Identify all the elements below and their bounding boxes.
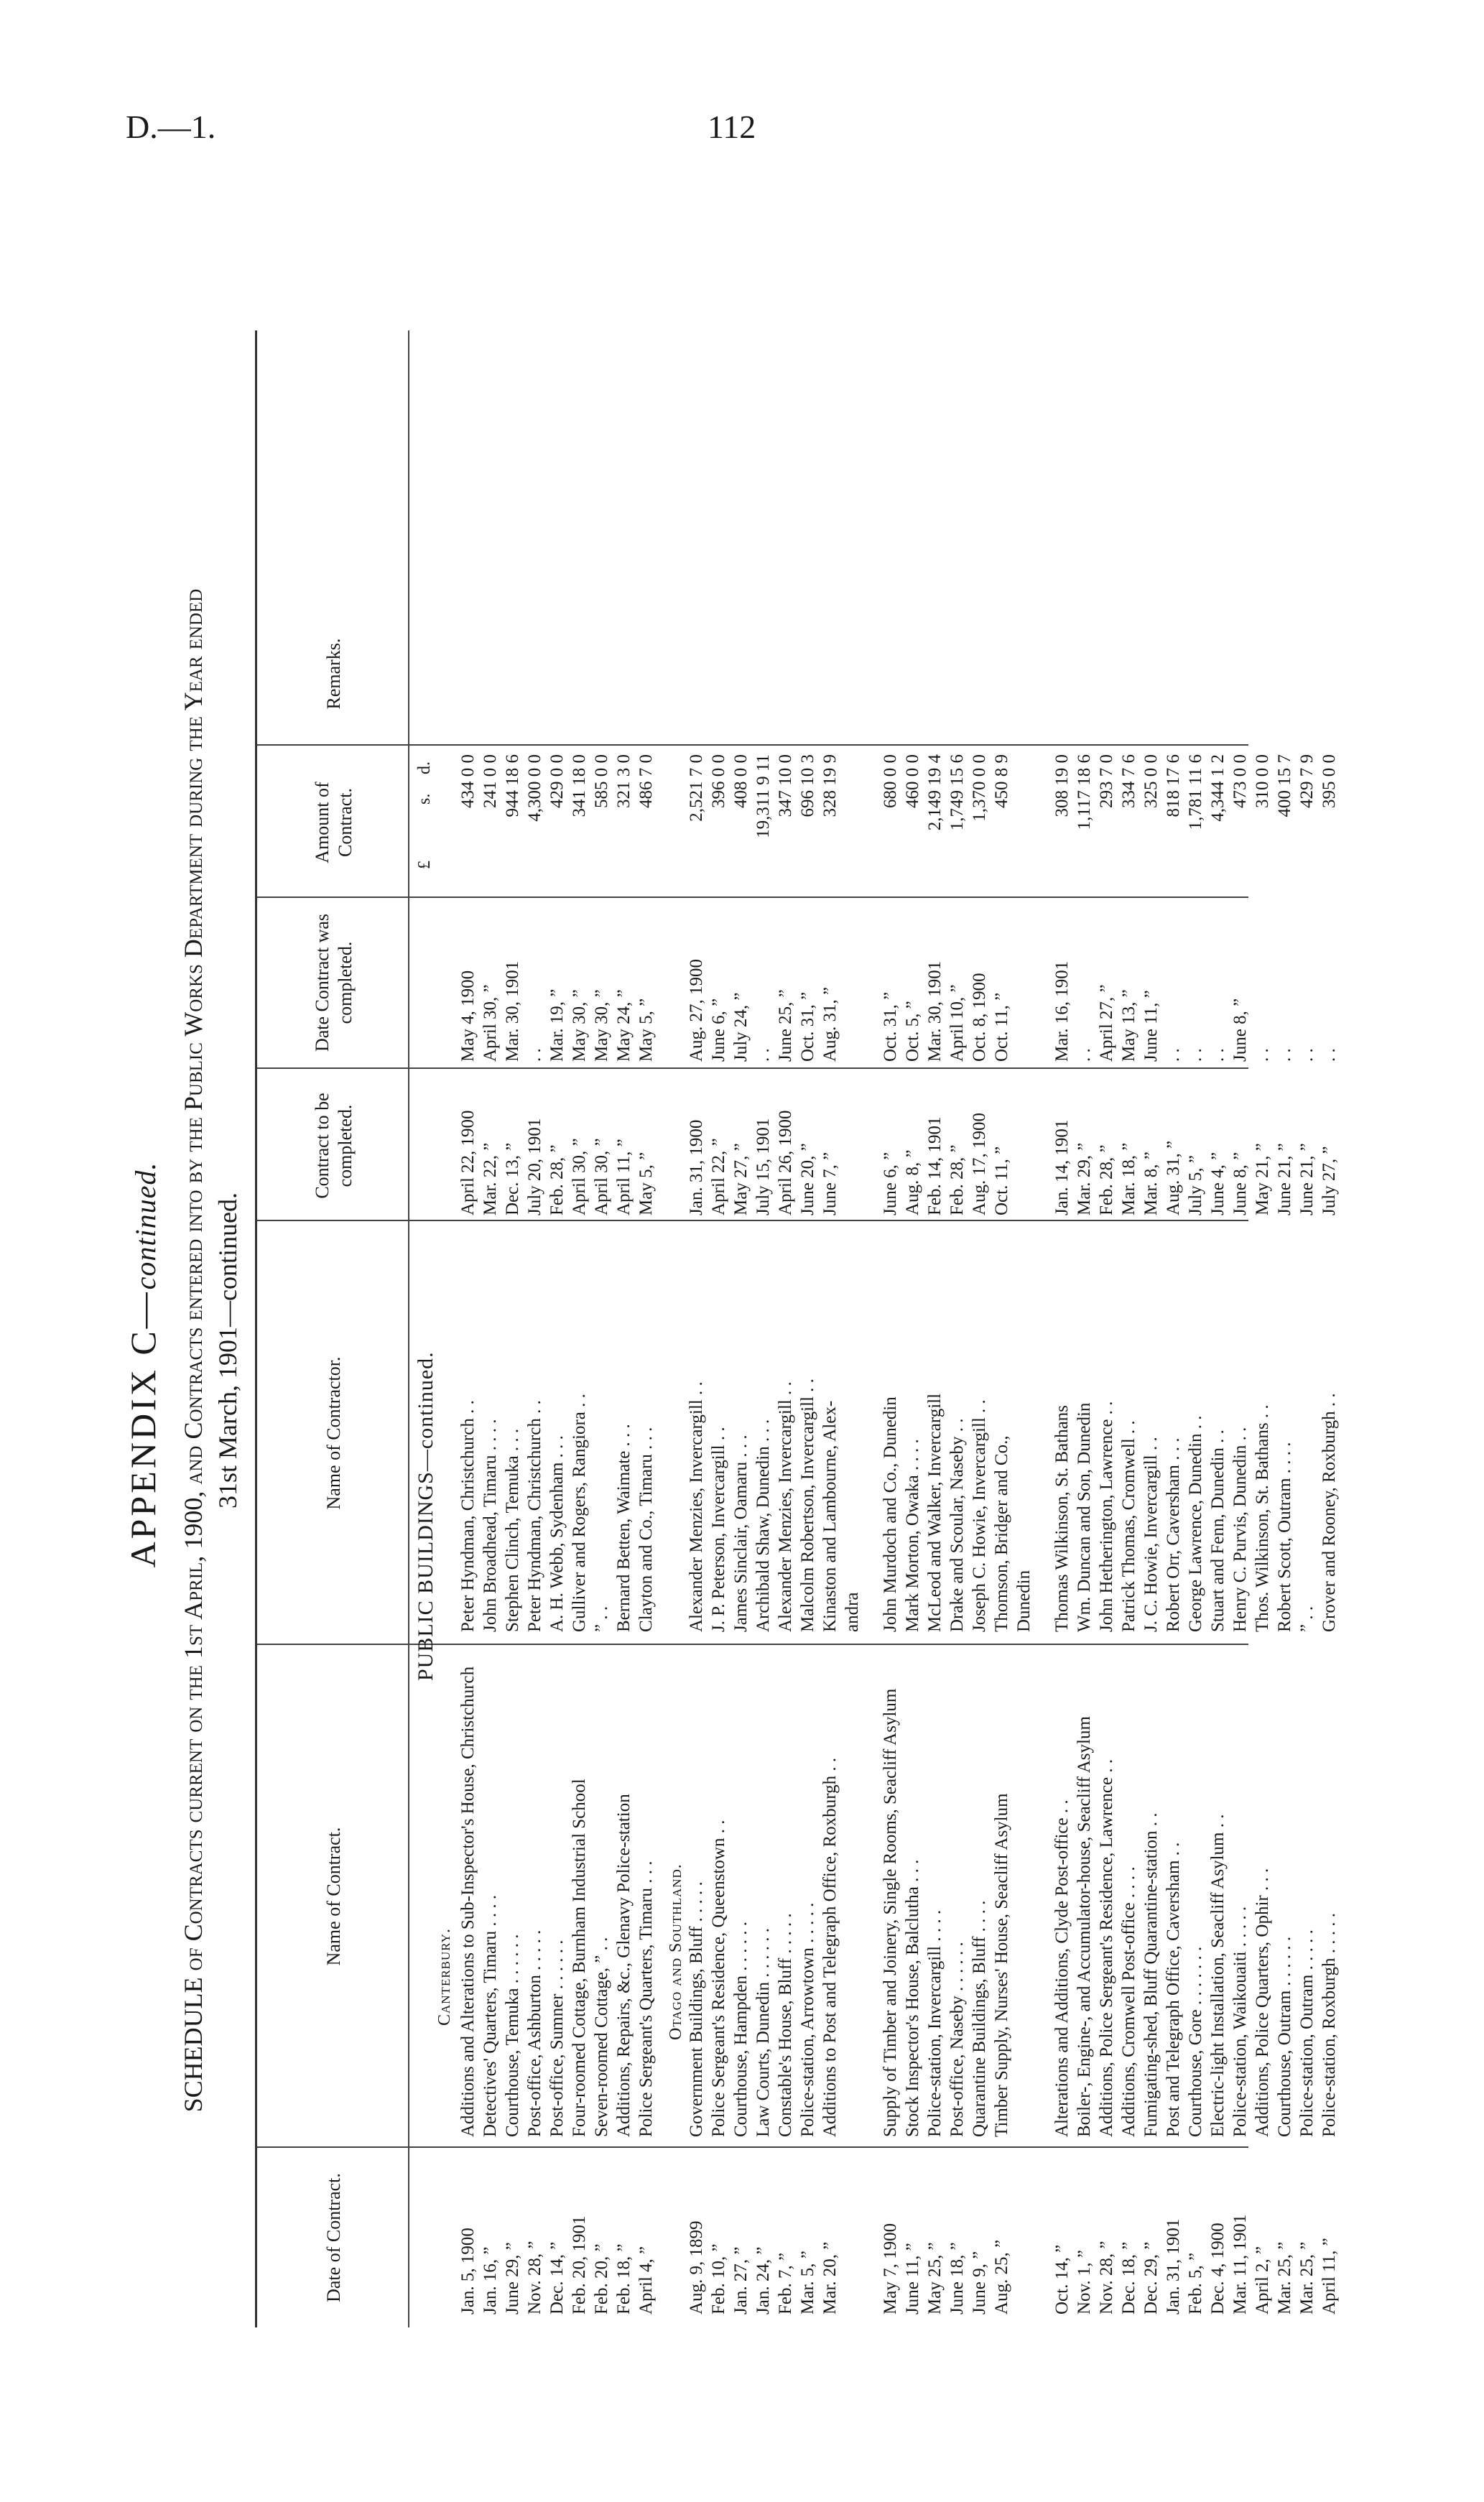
row-contractor: andra [843, 1592, 862, 1632]
row-contract-name: Electric-light Installation, Seacliff Asylum . . [1208, 1814, 1228, 2137]
col-header-completed: Date Contract was completed. [312, 913, 356, 1052]
appendix-title-main: APPENDIX C— [123, 1289, 163, 1568]
row-to-be-completed: Aug. 31, ” [1164, 1140, 1183, 1215]
row-contractor: Robert Scott, Outram . . . . [1275, 1442, 1294, 1632]
row-contractor: A. H. Webb, Sydenham . . . [547, 1435, 567, 1632]
row-completed: Oct. 31, ” [881, 991, 900, 1062]
row-amount: 486 7 0 [636, 754, 656, 808]
row-contractor: McLeod and Walker, Invercargill [925, 1393, 945, 1632]
row-date: Nov. 28, ” [1097, 2241, 1116, 2315]
row-to-be-completed: May 21, ” [1253, 1143, 1272, 1215]
row-contract-name: Additions to Post and Telegraph Office, Roxburgh . . [820, 1757, 840, 2137]
row-date: Mar. 25, ” [1275, 2241, 1294, 2315]
row-contract-name: Timber Supply, Nurses' House, Seacliff Asylum [992, 1793, 1011, 2137]
row-amount: 585 0 0 [592, 754, 611, 808]
row-contractor: Archibald Shaw, Dunedin . . . [753, 1419, 773, 1632]
table-row [1052, 330, 1075, 2327]
row-to-be-completed: Aug. 8, ” [903, 1149, 922, 1215]
row-amount: 321 3 0 [614, 754, 634, 808]
row-amount: 325 0 0 [1141, 754, 1161, 808]
row-to-be-completed: April 22, 1900 [458, 1110, 478, 1215]
table-row [731, 330, 753, 2327]
table-row [820, 330, 843, 2327]
row-contractor: Kinaston and Lambourne, Alex- [820, 1400, 840, 1632]
row-completed: Oct. 31, ” [798, 991, 817, 1062]
row-contractor: ” . . [1297, 1606, 1317, 1632]
row-completed: . . [525, 1048, 544, 1062]
row-completed: Mar. 30, 1901 [925, 960, 945, 1062]
row-to-be-completed: June 6, ” [881, 1152, 900, 1215]
row-to-be-completed: Dec. 13, ” [503, 1142, 522, 1215]
row-to-be-completed: April 30, ” [570, 1138, 589, 1215]
table-row [903, 330, 925, 2327]
row-completed: . . [1297, 1048, 1317, 1062]
row-amount: 408 0 0 [731, 754, 751, 808]
row-completed: June 25, ” [776, 989, 795, 1062]
row-to-be-completed: June 8, ” [1230, 1152, 1250, 1215]
col-header-to-be-completed: Contract to be completed. [312, 1093, 356, 1199]
row-to-be-completed: Mar. 29, ” [1075, 1142, 1094, 1215]
row-contract-name: Post-office, Sumner . . . . . . [547, 1940, 567, 2137]
row-completed: June 6, ” [709, 998, 728, 1062]
row-to-be-completed: April 22, ” [709, 1138, 728, 1215]
row-contractor: Alexander Menzies, Invercargill . . [776, 1381, 795, 1632]
row-completed: Aug. 31, ” [820, 986, 840, 1062]
row-date: Jan. 24, ” [753, 2246, 773, 2315]
row-amount: 1,749 15 6 [947, 754, 967, 831]
row-date: June 9, ” [970, 2251, 989, 2315]
row-completed: May 13, ” [1119, 989, 1138, 1062]
table-row [709, 330, 731, 2327]
row-completed: April 30, ” [481, 984, 500, 1062]
appendix-title [122, 776, 164, 1954]
row-amount: 1,781 11 6 [1186, 754, 1205, 830]
row-completed: . . [1320, 1048, 1339, 1062]
row-to-be-completed: Feb. 28, ” [1097, 1144, 1116, 1215]
row-to-be-completed: Mar. 22, ” [481, 1142, 500, 1215]
table-row [970, 330, 992, 2327]
row-to-be-completed: Oct. 11, ” [992, 1146, 1011, 1215]
row-contractor: Joseph C. Howie, Invercargill . . [970, 1399, 989, 1632]
row-contract-name: Stock Inspector's House, Balclutha . . . [903, 1859, 922, 2137]
row-to-be-completed: July 27, ” [1320, 1146, 1339, 1215]
row-date: Feb. 5, ” [1186, 2252, 1205, 2315]
row-date: Dec. 4, 1900 [1208, 2223, 1228, 2315]
rotated-schedule [115, 201, 1339, 2356]
row-contractor: Alexander Menzies, Invercargill . . [687, 1381, 706, 1632]
row-date: Mar. 25, ” [1297, 2241, 1317, 2315]
col-header-amount: Amount of Contract. [312, 782, 356, 863]
row-contract-name: Boiler-, Engine-, and Accumulator-house, Seacliff Asylum [1075, 1716, 1094, 2137]
row-contract-name: Additions and Alterations to Sub-Inspector's House, Christchurch [458, 1666, 478, 2137]
row-completed: Mar. 16, 1901 [1052, 960, 1072, 1062]
row-contractor: Henry C. Purvis, Dunedin . . [1230, 1427, 1250, 1632]
row-contractor: John Hetherington, Lawrence . . [1097, 1401, 1116, 1632]
row-amount: 341 18 0 [570, 754, 589, 817]
row-completed: . . [1075, 1048, 1094, 1062]
row-date: April 11, ” [1320, 2238, 1339, 2315]
row-to-be-completed: Mar. 8, ” [1141, 1152, 1161, 1215]
table-row [992, 330, 1014, 2327]
row-to-be-completed: Feb. 14, 1901 [925, 1116, 945, 1215]
row-date: Nov. 1, ” [1075, 2249, 1094, 2315]
row-contractor: J. P. Peterson, Invercargill . . [709, 1427, 728, 1632]
row-amount: 1,117 18 6 [1075, 754, 1094, 830]
row-date: Jan. 5, 1900 [458, 2228, 478, 2315]
row-amount: 429 7 9 [1297, 754, 1317, 808]
row-completed: Oct. 5, ” [903, 1001, 922, 1062]
row-amount: 308 19 0 [1052, 754, 1072, 817]
appendix-title-continued: continued. [129, 1162, 162, 1290]
table-row [1014, 330, 1037, 2327]
row-contract-name: Quarantine Buildings, Bluff . . . . [970, 1900, 989, 2137]
row-contract-name: Police Sergeant's Residence, Queenstown . . [709, 1820, 728, 2137]
row-amount: 696 10 3 [798, 754, 817, 817]
table-row [636, 330, 659, 2327]
table-row [753, 330, 776, 2327]
page-number: 112 [708, 108, 756, 145]
col-header-date: Date of Contract. [323, 2173, 344, 2302]
row-to-be-completed: June 21, ” [1297, 1143, 1317, 1215]
row-to-be-completed: July 5, ” [1186, 1154, 1205, 1215]
subtitle-line-1: SCHEDULE of Contracts current on the 1st April, 1900, and Contracts entered into by the Public Works Department during the Year ended [179, 588, 208, 2113]
row-amount: 680 0 0 [881, 754, 900, 808]
row-contract-name: Detectives' Quarters, Timaru . . . . [481, 1894, 500, 2137]
row-completed: . . [1186, 1048, 1205, 1062]
table-row [503, 330, 525, 2327]
row-amount: 347 10 0 [776, 754, 795, 817]
row-date: Feb. 20, 1901 [570, 2215, 589, 2315]
table-row [570, 330, 592, 2327]
row-completed: April 10, ” [947, 984, 967, 1062]
table-row [1075, 330, 1097, 2327]
row-amount: 434 0 0 [458, 754, 478, 808]
row-amount: 429 0 0 [547, 754, 567, 808]
row-amount: 293 7 0 [1097, 754, 1116, 808]
row-date: Mar. 11, 1901 [1230, 2214, 1250, 2315]
contracts-table [255, 330, 1339, 2327]
row-contractor: Dunedin [1014, 1570, 1034, 1632]
row-completed: May 24, ” [614, 989, 634, 1062]
table-row [547, 330, 570, 2327]
row-date: Feb. 7, ” [776, 2252, 795, 2315]
row-contract-name: Four-roomed Cottage, Burnham Industrial School [570, 1779, 589, 2137]
row-contractor: Mark Morton, Owaka . . . . [903, 1439, 922, 1632]
row-completed: May 30, ” [592, 989, 611, 1062]
row-contract-name: Post and Telegraph Office, Caversham . . [1164, 1842, 1183, 2137]
row-contractor: Wm. Duncan and Son, Dunedin [1075, 1402, 1094, 1632]
row-contract-name: Post-office, Naseby . . . . . . [947, 1942, 967, 2137]
row-date: Feb. 18, ” [614, 2243, 634, 2315]
row-amount: 400 15 7 [1275, 754, 1294, 817]
row-contractor: James Sinclair, Oamaru . . . [731, 1435, 751, 1632]
table-row [481, 330, 503, 2327]
row-contractor: Thomas Wilkinson, St. Bathans [1052, 1405, 1072, 1632]
row-completed: April 27, ” [1097, 984, 1116, 1062]
row-contractor: Thos. Wilkinson, St. Bathans . . [1253, 1404, 1272, 1632]
header-rule [408, 330, 409, 2327]
row-completed: . . [753, 1048, 773, 1062]
subtitle-line-2: 31st March, 1901—continued. [213, 1192, 242, 1509]
table-row [614, 330, 636, 2327]
row-to-be-completed: May 5, ” [636, 1152, 656, 1215]
row-amount: 328 19 9 [820, 754, 840, 817]
row-amount: 4,344 1 2 [1208, 754, 1228, 822]
row-contractor: Gulliver and Rogers, Rangiora . . [570, 1394, 589, 1632]
row-amount: 1,370 0 0 [970, 754, 989, 822]
pence-label: d. [415, 761, 434, 774]
shillings-label: s. [415, 793, 434, 805]
pounds-label: £ [415, 861, 434, 869]
row-contractor: Peter Hyndman, Christchurch . . [525, 1400, 544, 1632]
row-to-be-completed: Mar. 18, ” [1119, 1142, 1138, 1215]
row-completed: Mar. 19, ” [547, 988, 567, 1062]
row-to-be-completed: June 7, ” [820, 1152, 840, 1215]
row-to-be-completed: Jan. 14, 1901 [1052, 1119, 1072, 1215]
row-completed: Oct. 11, ” [992, 992, 1011, 1062]
table-row [1253, 330, 1275, 2327]
table-row [1186, 330, 1208, 2327]
row-contract-name: Additions, Police Quarters, Ophir . . . [1253, 1868, 1272, 2137]
row-to-be-completed: June 20, ” [798, 1143, 817, 1215]
row-date: June 18, ” [947, 2242, 967, 2315]
col-header-remarks: Remarks. [323, 638, 344, 710]
row-date: Oct. 14, ” [1052, 2244, 1072, 2315]
row-contractor: Drake and Scoular, Naseby . . [947, 1418, 967, 1632]
row-contract-name: Police-station, Waikouaiti . . . . . [1230, 1906, 1250, 2137]
row-amount: 4,300 0 0 [525, 754, 544, 822]
row-contractor: Patrick Thomas, Cromwell . . [1119, 1420, 1138, 1632]
row-amount: 334 7 6 [1119, 754, 1138, 808]
row-contractor: J. C. Howie, Invercargill . . [1141, 1437, 1161, 1632]
table-row [881, 330, 903, 2327]
row-amount: 460 0 0 [903, 754, 922, 808]
row-to-be-completed: Feb. 28, ” [947, 1144, 967, 1215]
row-date: May 7, 1900 [881, 2223, 900, 2315]
row-date: June 11, ” [903, 2243, 922, 2315]
row-date: Feb. 20, ” [592, 2243, 611, 2315]
row-completed: . . [1164, 1048, 1183, 1062]
table-row [843, 330, 865, 2327]
row-amount: 944 18 6 [503, 754, 522, 817]
table-row [1208, 330, 1230, 2327]
section-title: PUBLIC BUILDINGS—continued. [414, 1351, 437, 1681]
row-date: Jan. 31, 1901 [1164, 2218, 1183, 2315]
row-date: April 4, ” [636, 2246, 656, 2315]
row-contractor: Stuart and Fenn, Dunedin . . [1208, 1430, 1228, 1632]
col-header-name: Name of Contract. [323, 1827, 344, 1966]
row-contractor: Malcolm Robertson, Invercargill . . [798, 1379, 817, 1632]
row-date: Nov. 28, ” [525, 2241, 544, 2315]
table-row [947, 330, 970, 2327]
row-to-be-completed: April 11, ” [614, 1139, 634, 1215]
row-contractor: Bernard Betten, Waimate . . . [614, 1424, 634, 1632]
row-completed: July 24, ” [731, 992, 751, 1062]
region-heading: Otago and Southland. [667, 1863, 685, 2040]
row-completed: . . [1253, 1048, 1272, 1062]
row-date: June 29, ” [503, 2242, 522, 2315]
row-date: Dec. 18, ” [1119, 2241, 1138, 2315]
col-header-contractor: Name of Contractor. [323, 1356, 344, 1510]
row-contract-name: Additions, Repairs, &c., Glenavy Police-station [614, 1794, 634, 2137]
table-row [1230, 330, 1253, 2327]
row-contract-name: Fumigating-shed, Bluff Quarantine-station . . [1141, 1812, 1161, 2137]
row-amount: 2,149 19 4 [925, 754, 945, 831]
row-amount: 19,311 9 11 [753, 754, 773, 838]
row-date: May 25, ” [925, 2242, 945, 2315]
row-completed: May 5, ” [636, 998, 656, 1062]
row-amount: 450 8 9 [992, 754, 1011, 808]
row-completed: . . [1275, 1048, 1294, 1062]
row-date: April 2, ” [1253, 2246, 1272, 2315]
row-contract-name: Law Courts, Dunedin . . . . . . [753, 1928, 773, 2137]
table-row [687, 330, 709, 2327]
row-amount: 473 0 0 [1230, 754, 1250, 808]
row-contractor: Robert Orr, Caversham . . . [1164, 1437, 1183, 1632]
page-header-left: D.—1. [126, 108, 216, 145]
row-contractor: John Murdoch and Co., Dunedin [881, 1396, 900, 1632]
row-to-be-completed: Jan. 31, 1900 [687, 1119, 706, 1215]
row-contract-name: Additions, Police Sergeant's Residence, Lawrence . . [1097, 1759, 1116, 2137]
row-contractor: John Broadhead, Timaru . . . . [481, 1419, 500, 1632]
row-contractor: Peter Hyndman, Christchurch . . [458, 1400, 478, 1632]
row-to-be-completed: Aug. 17, 1900 [970, 1112, 989, 1215]
row-amount: 241 0 0 [481, 754, 500, 808]
row-contractor: ” . . [592, 1606, 611, 1632]
row-completed: May 4, 1900 [458, 970, 478, 1062]
row-date: Feb. 10, ” [709, 2243, 728, 2315]
row-completed: June 11, ” [1141, 990, 1161, 1062]
row-contractor: Grover and Rooney, Roxburgh . . [1320, 1393, 1339, 1632]
row-date: Dec. 29, ” [1141, 2241, 1161, 2315]
table-row [798, 330, 820, 2327]
row-contract-name: Courthouse, Gore . . . . . . . [1186, 1946, 1205, 2137]
row-date: Jan. 16, ” [481, 2246, 500, 2315]
table-row [1119, 330, 1141, 2327]
row-to-be-completed: April 30, ” [592, 1138, 611, 1215]
row-completed: Oct. 8, 1900 [970, 973, 989, 1062]
row-contract-name: Police-station, Invercargill . . . . [925, 1909, 945, 2137]
table-row [1164, 330, 1186, 2327]
table-row [776, 330, 798, 2327]
row-contractor: Stephen Clinch, Temuka . . . [503, 1428, 522, 1632]
row-contract-name: Post-office, Ashburton . . . . . [525, 1929, 544, 2137]
row-contract-name: Seven-roomed Cottage, ” . . [592, 1937, 611, 2137]
row-amount: 2,521 7 0 [687, 754, 706, 822]
row-to-be-completed: July 20, 1901 [525, 1118, 544, 1215]
row-contract-name: Police-station, Outram . . . . . [1297, 1929, 1317, 2137]
table-row [1097, 330, 1119, 2327]
row-contract-name: Additions, Cromwell Post-office . . . . [1119, 1866, 1138, 2137]
table-row [1275, 330, 1297, 2327]
row-contract-name: Alterations and Additions, Clyde Post-office . . [1052, 1799, 1072, 2137]
table-row [1297, 330, 1320, 2327]
table-row [592, 330, 614, 2327]
row-completed: Mar. 30, 1901 [503, 960, 522, 1062]
row-contract-name: Police Sergeant's Quarters, Timaru . . . [636, 1861, 656, 2137]
row-amount: 395 0 0 [1320, 754, 1339, 808]
row-date: Aug. 25, ” [992, 2239, 1011, 2315]
row-contract-name: Constable's House, Bluff . . . . . [776, 1913, 795, 2137]
table-row [458, 330, 481, 2327]
row-to-be-completed: May 27, ” [731, 1143, 751, 1215]
row-contract-name: Supply of Timber and Joinery, Single Rooms, Seacliff Asylum [881, 1688, 900, 2137]
row-completed: Aug. 27, 1900 [687, 958, 706, 1062]
row-date: Jan. 27, ” [731, 2246, 751, 2315]
row-amount: 818 17 6 [1164, 754, 1183, 817]
row-completed: May 30, ” [570, 989, 589, 1062]
row-date: Mar. 5, ” [798, 2251, 817, 2315]
row-completed: . . [1208, 1048, 1228, 1062]
row-amount: 310 0 0 [1253, 754, 1272, 808]
row-completed: June 8, ” [1230, 998, 1250, 1062]
table-row [1320, 330, 1342, 2327]
table-row [1141, 330, 1164, 2327]
row-to-be-completed: July 15, 1901 [753, 1118, 773, 1215]
row-amount: 396 0 0 [709, 754, 728, 808]
region-heading: Canterbury. [435, 1928, 454, 2026]
row-contract-name: Government Buildings, Bluff . . . . . [687, 1881, 706, 2137]
row-date: Mar. 20, ” [820, 2241, 840, 2315]
row-to-be-completed: June 4, ” [1208, 1152, 1228, 1215]
row-contract-name: Courthouse, Hampden . . . . . . [731, 1922, 751, 2137]
row-to-be-completed: April 26, 1900 [776, 1110, 795, 1215]
row-to-be-completed: June 21, ” [1275, 1143, 1294, 1215]
table-row [525, 330, 547, 2327]
row-contract-name: Police-station, Arrowtown . . . . . [798, 1902, 817, 2137]
schedule-subtitle [176, 560, 245, 2141]
row-date: Dec. 14, ” [547, 2241, 567, 2315]
row-to-be-completed: Feb. 28, ” [547, 1144, 567, 1215]
row-contract-name: Courthouse, Temuka . . . . . . [503, 1934, 522, 2137]
row-contractor: Thomson, Bridger and Co., [992, 1435, 1011, 1632]
row-contractor: Clayton and Co., Timaru . . . [636, 1427, 656, 1632]
row-contractor: George Lawrence, Dunedin . . [1186, 1415, 1205, 1632]
row-contract-name: Courthouse, Outram . . . . . . [1275, 1936, 1294, 2137]
row-contract-name: Police-station, Roxburgh . . . . . [1320, 1912, 1339, 2137]
table-row [925, 330, 947, 2327]
row-date: Aug. 9, 1899 [687, 2220, 706, 2315]
